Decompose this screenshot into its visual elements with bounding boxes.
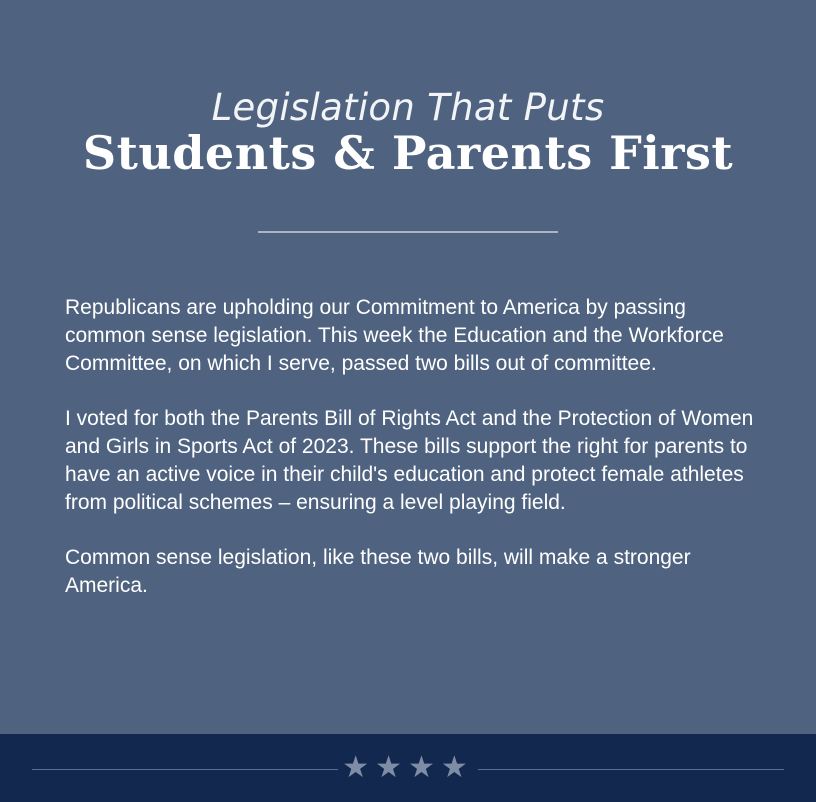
paragraph-3: Common sense legislation, like these two bills, will make a stronger America. bbox=[65, 546, 691, 597]
footer-rule-right bbox=[478, 769, 784, 770]
headline-line-1: Legislation That Puts bbox=[211, 86, 605, 129]
paragraph-2: I voted for both the Parents Bill of Rights Act and the Protection of Women and Girls in Sports Act of 2023. These bills support the right for parents to have an active voice in their child's education and protect female athletes from political schemes – ensuring a level playing field. bbox=[65, 407, 754, 514]
headline-line-2: Students & Parents First bbox=[82, 126, 734, 180]
footer-stars bbox=[338, 748, 478, 788]
star-icon: ★ bbox=[342, 750, 376, 785]
footer-rule-left bbox=[32, 769, 338, 770]
star-icon: ★ bbox=[440, 750, 474, 785]
star-icon: ★ bbox=[408, 750, 441, 785]
paragraph-1: Republicans are upholding our Commitment to America by passing common sense legislation. This week the Education and the Workforce Committee, on which I serve, passed two bills out of committee. bbox=[65, 296, 724, 375]
star-icon: ★ bbox=[375, 750, 408, 785]
divider bbox=[258, 231, 558, 233]
footer-band bbox=[0, 734, 816, 802]
body-text bbox=[65, 294, 765, 628]
